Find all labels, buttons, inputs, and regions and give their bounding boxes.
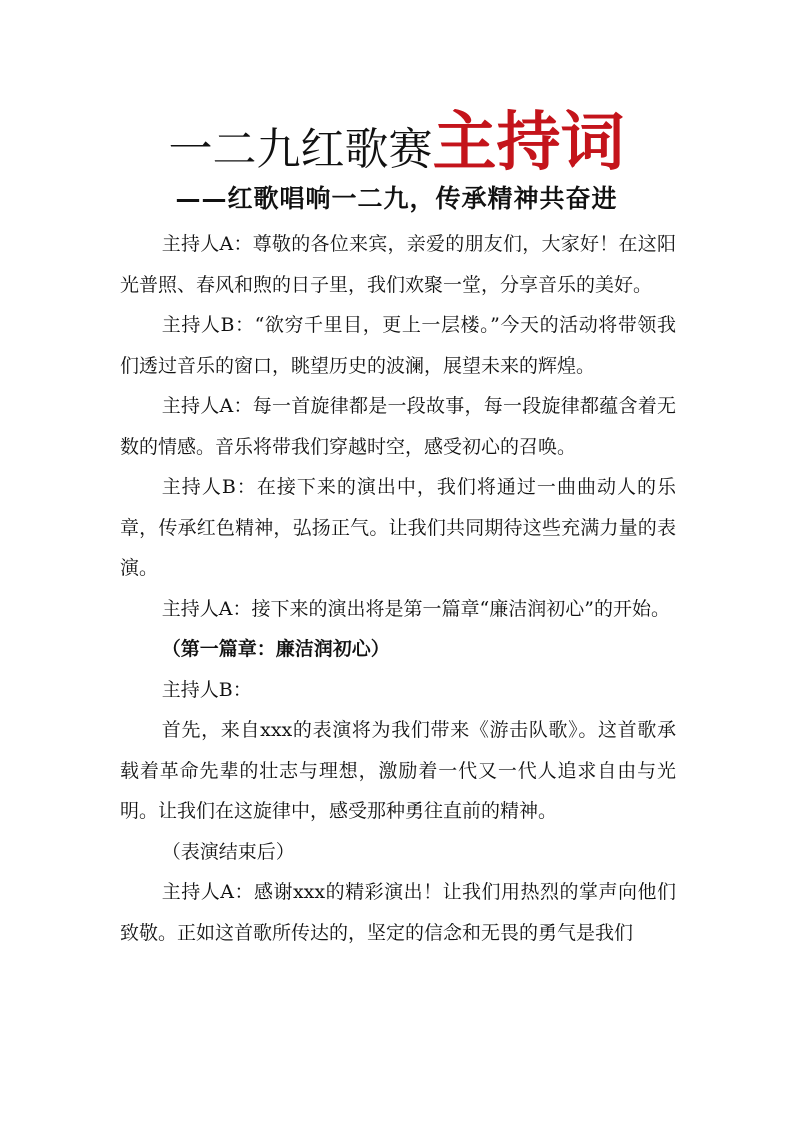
title-accent: 主持词 — [432, 105, 625, 180]
document-subtitle: ——红歌唱响一二九，传承精神共奋进 — [175, 184, 618, 213]
paragraph-3 — [120, 386, 676, 467]
paragraph-text: “欲穷千里目，更上一层楼。”今天的活动将带领我们透过音乐的窗口，眺望历史的波澜，展望未来的辉煌。 — [120, 314, 676, 377]
section-heading: （第一篇章：廉洁润初心） — [161, 638, 390, 660]
speaker-label: 主持人A： — [161, 233, 253, 255]
paragraph-text: 尊敬的各位来宾，亲爱的朋友们，大家好！在这阳光普照、春风和煦的日子里，我们欢聚一堂，分享音乐的美好。 — [120, 233, 676, 296]
paragraph-2 — [120, 305, 676, 386]
paragraph-text: 感谢xxx的精彩演出！让我们用热烈的掌声向他们致敬。正如这首歌所传达的，坚定的信念和无畏的勇气是我们 — [120, 881, 676, 944]
paragraph-5 — [120, 589, 676, 630]
paragraph-text: 在接下来的演出中，我们将通过一曲曲动人的乐章，传承红色精神，弘扬正气。让我们共同期待这些充满力量的表演。 — [120, 476, 676, 579]
speaker-label: 主持人B： — [161, 476, 257, 498]
final-paragraph — [120, 872, 676, 953]
paragraph-4 — [120, 467, 676, 589]
paragraph-text: 每一首旋律都是一段故事，每一段旋律都蕴含着无数的情感。音乐将带我们穿越时空，感受初心的召唤。 — [120, 395, 676, 458]
paragraph-text: 接下来的演出将是第一篇章“廉洁润初心”的开始。 — [251, 597, 670, 620]
title-main: 一二九红歌赛 — [168, 124, 433, 175]
document-body — [120, 224, 676, 953]
intro-paragraph: 首先，来自xxx的表演将为我们带来《游击队歌》。这首歌承载着革命先辈的壮志与理想，激励着一代又一代人追求自由与光明。让我们在这旋律中，感受那种勇往直前的精神。 — [120, 719, 676, 822]
after-performance-note: （表演结束后） — [161, 840, 295, 863]
speaker-label: 主持人A： — [161, 881, 254, 903]
speaker-label: 主持人A： — [161, 597, 252, 620]
host-b-label: 主持人B： — [161, 678, 252, 701]
paragraph-1 — [120, 224, 676, 305]
speaker-label: 主持人B： — [161, 314, 255, 336]
speaker-label: 主持人A： — [161, 395, 253, 417]
